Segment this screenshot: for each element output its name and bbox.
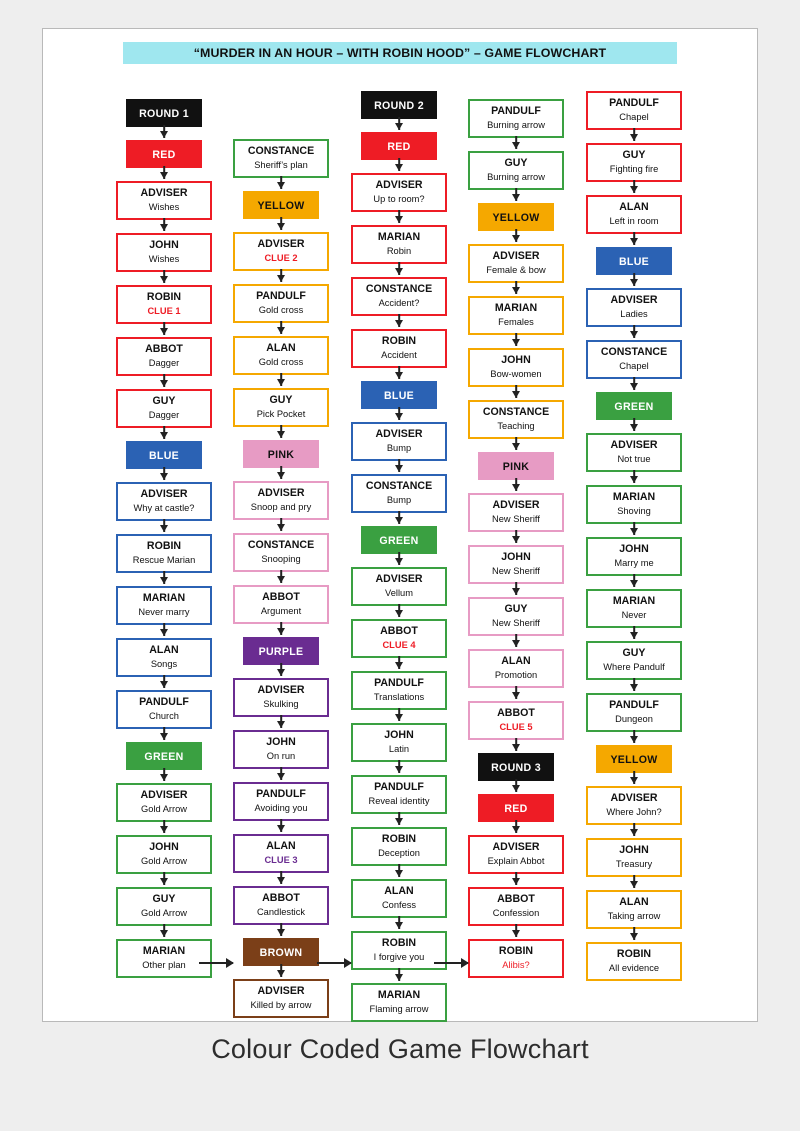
flow-node-role: GUY [269, 394, 293, 406]
flow-node-detail: Rescue Marian [132, 555, 196, 565]
flow-node-detail: Avoiding you [254, 803, 308, 813]
flow-node-detail: Promotion [494, 670, 538, 680]
flow-node-role: PANDULF [374, 677, 424, 689]
flow-label-text: BLUE [148, 450, 180, 462]
flow-node-role: CONSTANCE [600, 346, 668, 358]
flow-label-yellow [243, 191, 319, 219]
flow-label-text: PINK [502, 461, 530, 473]
flow-node-detail: Burning arrow [487, 172, 545, 182]
flow-node-adviser [468, 244, 564, 283]
flow-label-text: ROUND 2 [374, 100, 424, 112]
flow-node-role: ADVISER [375, 573, 423, 585]
flow-node-detail: Skulking [263, 699, 299, 709]
flow-node-role: ADVISER [610, 439, 658, 451]
flow-node-marian [351, 983, 447, 1022]
flow-node-detail: Burning arrow [487, 120, 545, 130]
flow-label-text: BLUE [383, 390, 415, 402]
flow-node-role: MARIAN [377, 989, 421, 1001]
flow-node-detail: New Sheriff [492, 618, 540, 628]
flow-node-role: ABBOT [380, 625, 418, 637]
flow-node-constance [233, 139, 329, 178]
flow-node-detail: Confess [381, 900, 417, 910]
flow-node-detail: Treasury [615, 859, 653, 869]
flow-node-detail: Snooping [261, 554, 301, 564]
flow-label-blue [596, 247, 672, 275]
flow-node-adviser [351, 173, 447, 212]
flow-node-john [468, 348, 564, 387]
flow-node-robin [351, 329, 447, 368]
flow-node-detail: Church [149, 711, 179, 721]
flow-node-role: ROBIN [146, 291, 182, 303]
flow-label-yellow [478, 203, 554, 231]
flow-node-detail: Bump [386, 443, 412, 453]
flow-node-detail: Explain Abbot [487, 856, 545, 866]
flow-node-detail: Pick Pocket [256, 409, 306, 419]
flow-node-detail: Ladies [620, 309, 648, 319]
flow-node-role: ALAN [501, 655, 531, 667]
flow-node-detail: CLUE 5 [499, 722, 533, 732]
flow-node-role: MARIAN [612, 595, 656, 607]
flow-node-pandulf [351, 671, 447, 710]
flow-node-role: PANDULF [609, 699, 659, 711]
flow-node-detail: CLUE 1 [147, 306, 181, 316]
flow-node-detail: Robin [386, 246, 412, 256]
chart-title: “MURDER IN AN HOUR – WITH ROBIN HOOD” – GAME FLOWCHART [193, 46, 607, 60]
flow-node-role: CONSTANCE [247, 145, 315, 157]
flow-node-adviser [233, 232, 329, 271]
flow-node-pandulf [586, 91, 682, 130]
flow-node-pandulf [468, 99, 564, 138]
flow-label-green [596, 392, 672, 420]
flow-node-role: CONSTANCE [365, 480, 433, 492]
flow-node-role: ADVISER [257, 487, 305, 499]
flow-node-robin [351, 931, 447, 970]
flow-label-text: BLUE [618, 256, 650, 268]
flow-node-role: GUY [622, 647, 646, 659]
flow-node-robin [351, 827, 447, 866]
flow-node-role: ROBIN [381, 335, 417, 347]
flow-node-constance [351, 474, 447, 513]
flow-label-text: YELLOW [610, 754, 658, 766]
flow-label-text: RED [152, 149, 176, 161]
flow-node-guy [116, 887, 212, 926]
flow-node-constance [468, 400, 564, 439]
flow-node-detail: Taking arrow [607, 911, 661, 921]
flow-label-brown [243, 938, 319, 966]
flow-label-text: PINK [267, 449, 295, 461]
flow-label-blue [361, 381, 437, 409]
flow-node-detail: Why at castle? [133, 503, 195, 513]
flow-node-alan [233, 336, 329, 375]
flow-node-role: ABBOT [262, 892, 300, 904]
flow-label-red [361, 132, 437, 160]
flow-node-role: ALAN [384, 885, 414, 897]
flow-node-role: ALAN [619, 201, 649, 213]
flow-node-detail: Killed by arrow [250, 1000, 312, 1010]
flow-node-detail: Not true [617, 454, 651, 464]
flow-node-detail: CLUE 4 [382, 640, 416, 650]
flow-node-guy [468, 597, 564, 636]
flow-node-adviser [586, 433, 682, 472]
flow-node-adviser [233, 678, 329, 717]
flow-node-role: JOHN [619, 543, 649, 555]
flow-node-abbot [116, 337, 212, 376]
flow-node-role: ABBOT [145, 343, 183, 355]
flow-node-guy [233, 388, 329, 427]
flow-node-detail: Translations [373, 692, 425, 702]
flow-node-detail: Dungeon [615, 714, 653, 724]
flow-node-detail: New Sheriff [492, 514, 540, 524]
flow-node-role: CONSTANCE [482, 406, 550, 418]
flow-node-role: JOHN [149, 841, 179, 853]
flow-node-role: PANDULF [374, 781, 424, 793]
flow-label-text: GREEN [144, 751, 184, 763]
flow-node-guy [586, 641, 682, 680]
flow-node-role: ADVISER [375, 428, 423, 440]
flow-node-role: ADVISER [492, 250, 540, 262]
flow-node-pandulf [351, 775, 447, 814]
flow-node-detail: I forgive you [373, 952, 425, 962]
flow-node-adviser [586, 288, 682, 327]
flow-node-role: ABBOT [497, 707, 535, 719]
flow-label-text: BROWN [259, 947, 303, 959]
flow-node-role: JOHN [619, 844, 649, 856]
flow-node-constance [351, 277, 447, 316]
flow-node-alan [233, 834, 329, 873]
flow-node-detail: All evidence [608, 963, 660, 973]
flow-node-detail: Chapel [619, 112, 649, 122]
flow-node-detail: Songs [150, 659, 178, 669]
flow-node-role: JOHN [501, 551, 531, 563]
flow-node-adviser [233, 481, 329, 520]
flow-node-adviser [116, 482, 212, 521]
flow-node-pandulf [233, 284, 329, 323]
flow-node-role: GUY [622, 149, 646, 161]
flow-node-john [233, 730, 329, 769]
flow-node-abbot [351, 619, 447, 658]
flow-label-text: YELLOW [257, 200, 305, 212]
flow-node-role: ABBOT [262, 591, 300, 603]
flow-node-robin [468, 939, 564, 978]
flow-node-guy [468, 151, 564, 190]
flow-node-role: CONSTANCE [247, 539, 315, 551]
flow-node-role: ADVISER [610, 294, 658, 306]
flow-node-detail: Females [498, 317, 534, 327]
flow-node-guy [586, 143, 682, 182]
flow-node-detail: Flaming arrow [369, 1004, 429, 1014]
flow-column-3 [351, 91, 447, 1035]
flow-node-detail: Alibis? [502, 960, 530, 970]
flow-node-marian [586, 485, 682, 524]
flow-node-detail: Gold Arrow [141, 856, 187, 866]
flow-node-detail: New Sheriff [492, 566, 540, 576]
flow-node-role: GUY [152, 395, 176, 407]
flow-node-detail: Accident [381, 350, 417, 360]
flow-node-detail: On run [266, 751, 296, 761]
flow-node-alan [586, 195, 682, 234]
flow-label-text: GREEN [614, 401, 654, 413]
flow-node-role: ROBIN [381, 937, 417, 949]
flow-node-detail: Marry me [614, 558, 654, 568]
flow-node-role: ROBIN [498, 945, 534, 957]
flow-node-adviser [468, 493, 564, 532]
flow-node-detail: Argument [260, 606, 302, 616]
flow-label-text: RED [387, 141, 411, 153]
flow-node-detail: Fighting fire [609, 164, 659, 174]
flow-column-1 [116, 99, 212, 991]
flow-node-detail: Candlestick [256, 907, 306, 917]
flow-label-pink [478, 452, 554, 480]
flow-node-role: GUY [504, 603, 528, 615]
chart-title-banner [123, 42, 677, 64]
flow-label-text: YELLOW [492, 212, 540, 224]
flow-node-role: PANDULF [256, 290, 306, 302]
flow-node-marian [116, 939, 212, 978]
flow-node-robin [586, 942, 682, 981]
flow-node-detail: Where John? [606, 807, 662, 817]
flow-node-detail: Dagger [148, 358, 180, 368]
flow-label-green [126, 742, 202, 770]
flow-label-text: PURPLE [258, 646, 304, 658]
flow-node-role: ALAN [266, 342, 296, 354]
flow-node-detail: Wishes [148, 254, 180, 264]
flow-node-detail: Sheriff’s plan [254, 160, 308, 170]
flow-node-alan [116, 638, 212, 677]
flow-node-john [586, 537, 682, 576]
flow-node-role: MARIAN [494, 302, 538, 314]
flow-node-role: ADVISER [492, 841, 540, 853]
flow-node-detail: Reveal identity [368, 796, 430, 806]
flow-node-role: GUY [504, 157, 528, 169]
flow-node-role: JOHN [149, 239, 179, 251]
flow-node-detail: Latin [388, 744, 410, 754]
flow-node-role: MARIAN [377, 231, 421, 243]
figure-caption: Colour Coded Game Flowchart [211, 1034, 589, 1064]
flow-node-role: JOHN [501, 354, 531, 366]
flow-node-detail: Gold Arrow [141, 804, 187, 814]
flow-node-marian [468, 296, 564, 335]
connector-col3-to-col4 [434, 962, 468, 964]
flow-node-role: JOHN [266, 736, 296, 748]
flow-node-role: ROBIN [381, 833, 417, 845]
flow-node-adviser [468, 835, 564, 874]
flow-label-round-1 [126, 99, 202, 127]
flow-node-detail: Wishes [148, 202, 180, 212]
flow-column-5 [586, 91, 682, 994]
flow-node-detail: CLUE 2 [264, 253, 298, 263]
flow-node-detail: Up to room? [373, 194, 425, 204]
flow-node-detail: Other plan [142, 960, 186, 970]
flow-node-detail: CLUE 3 [264, 855, 298, 865]
flow-column-4 [468, 99, 564, 991]
flow-node-role: PANDULF [609, 97, 659, 109]
flow-node-role: ADVISER [492, 499, 540, 511]
flow-node-alan [468, 649, 564, 688]
flow-node-role: ADVISER [610, 792, 658, 804]
flow-node-marian [351, 225, 447, 264]
flow-label-round-3 [478, 753, 554, 781]
flow-node-detail: Bump [386, 495, 412, 505]
flow-node-role: ROBIN [616, 948, 652, 960]
flow-node-abbot [468, 701, 564, 740]
flow-node-role: MARIAN [142, 945, 186, 957]
flow-node-role: ADVISER [257, 985, 305, 997]
flow-node-role: PANDULF [256, 788, 306, 800]
flow-node-role: ADVISER [140, 187, 188, 199]
flow-node-adviser [351, 567, 447, 606]
flow-node-detail: Gold cross [258, 305, 304, 315]
flow-node-detail: Deception [378, 848, 420, 858]
flow-label-red [478, 794, 554, 822]
flow-label-text: ROUND 3 [491, 762, 541, 774]
flow-node-pandulf [233, 782, 329, 821]
flow-node-role: ABBOT [497, 893, 535, 905]
flow-node-detail: Where Pandulf [603, 662, 665, 672]
flow-node-role: ROBIN [146, 540, 182, 552]
flow-node-role: ADVISER [140, 789, 188, 801]
flow-node-detail: Teaching [497, 421, 535, 431]
flow-label-text: RED [504, 803, 528, 815]
flow-label-text: GREEN [379, 535, 419, 547]
flow-node-detail: Never [621, 610, 647, 620]
flow-node-role: GUY [152, 893, 176, 905]
flow-label-green [361, 526, 437, 554]
connector-col1-to-col2 [199, 962, 233, 964]
flow-node-role: CONSTANCE [365, 283, 433, 295]
flow-label-pink [243, 440, 319, 468]
flow-node-detail: Gold cross [258, 357, 304, 367]
flow-label-text: ROUND 1 [139, 108, 189, 120]
flow-node-detail: Vellum [385, 588, 413, 598]
flow-label-blue [126, 441, 202, 469]
flow-node-constance [586, 340, 682, 379]
flow-node-pandulf [586, 693, 682, 732]
flow-node-alan [586, 890, 682, 929]
flow-node-john [586, 838, 682, 877]
flow-node-abbot [233, 886, 329, 925]
flow-node-detail: Never marry [138, 607, 190, 617]
flow-node-role: ADVISER [257, 684, 305, 696]
flow-node-role: PANDULF [139, 696, 189, 708]
flowchart-sheet [42, 28, 758, 1022]
connector-col2-to-col3 [317, 962, 351, 964]
flow-node-robin [116, 534, 212, 573]
flow-node-alan [351, 879, 447, 918]
flow-node-john [116, 835, 212, 874]
flow-node-constance [233, 533, 329, 572]
flow-node-role: MARIAN [142, 592, 186, 604]
flow-node-role: ADVISER [375, 179, 423, 191]
flow-node-detail: Gold Arrow [141, 908, 187, 918]
flow-node-adviser [116, 181, 212, 220]
flow-node-detail: Shoving [617, 506, 651, 516]
flow-column-2 [233, 139, 329, 1031]
flow-label-purple [243, 637, 319, 665]
flow-node-john [351, 723, 447, 762]
flow-node-marian [586, 589, 682, 628]
flow-node-role: ADVISER [140, 488, 188, 500]
flow-node-guy [116, 389, 212, 428]
flow-node-role: JOHN [384, 729, 414, 741]
flow-node-john [116, 233, 212, 272]
flow-node-role: ADVISER [257, 238, 305, 250]
flow-node-adviser [233, 979, 329, 1018]
flow-node-role: MARIAN [612, 491, 656, 503]
flow-node-detail: Confession [492, 908, 540, 918]
flow-node-role: ALAN [266, 840, 296, 852]
flow-node-role: ALAN [149, 644, 179, 656]
flow-label-red [126, 140, 202, 168]
flow-node-adviser [586, 786, 682, 825]
flow-node-detail: Bow-women [490, 369, 542, 379]
flow-node-role: ALAN [619, 896, 649, 908]
flow-label-round-2 [361, 91, 437, 119]
flow-node-abbot [468, 887, 564, 926]
flow-node-pandulf [116, 690, 212, 729]
flow-node-adviser [351, 422, 447, 461]
flow-node-marian [116, 586, 212, 625]
flow-node-detail: Female & bow [486, 265, 546, 275]
flow-node-adviser [116, 783, 212, 822]
flow-node-robin [116, 285, 212, 324]
flow-node-detail: Left in room [609, 216, 659, 226]
flow-node-detail: Chapel [619, 361, 649, 371]
flow-node-detail: Accident? [378, 298, 420, 308]
flow-label-yellow [596, 745, 672, 773]
flow-node-abbot [233, 585, 329, 624]
flow-node-detail: Snoop and pry [250, 502, 312, 512]
flow-node-detail: Dagger [148, 410, 180, 420]
flow-node-role: PANDULF [491, 105, 541, 117]
flow-node-john [468, 545, 564, 584]
